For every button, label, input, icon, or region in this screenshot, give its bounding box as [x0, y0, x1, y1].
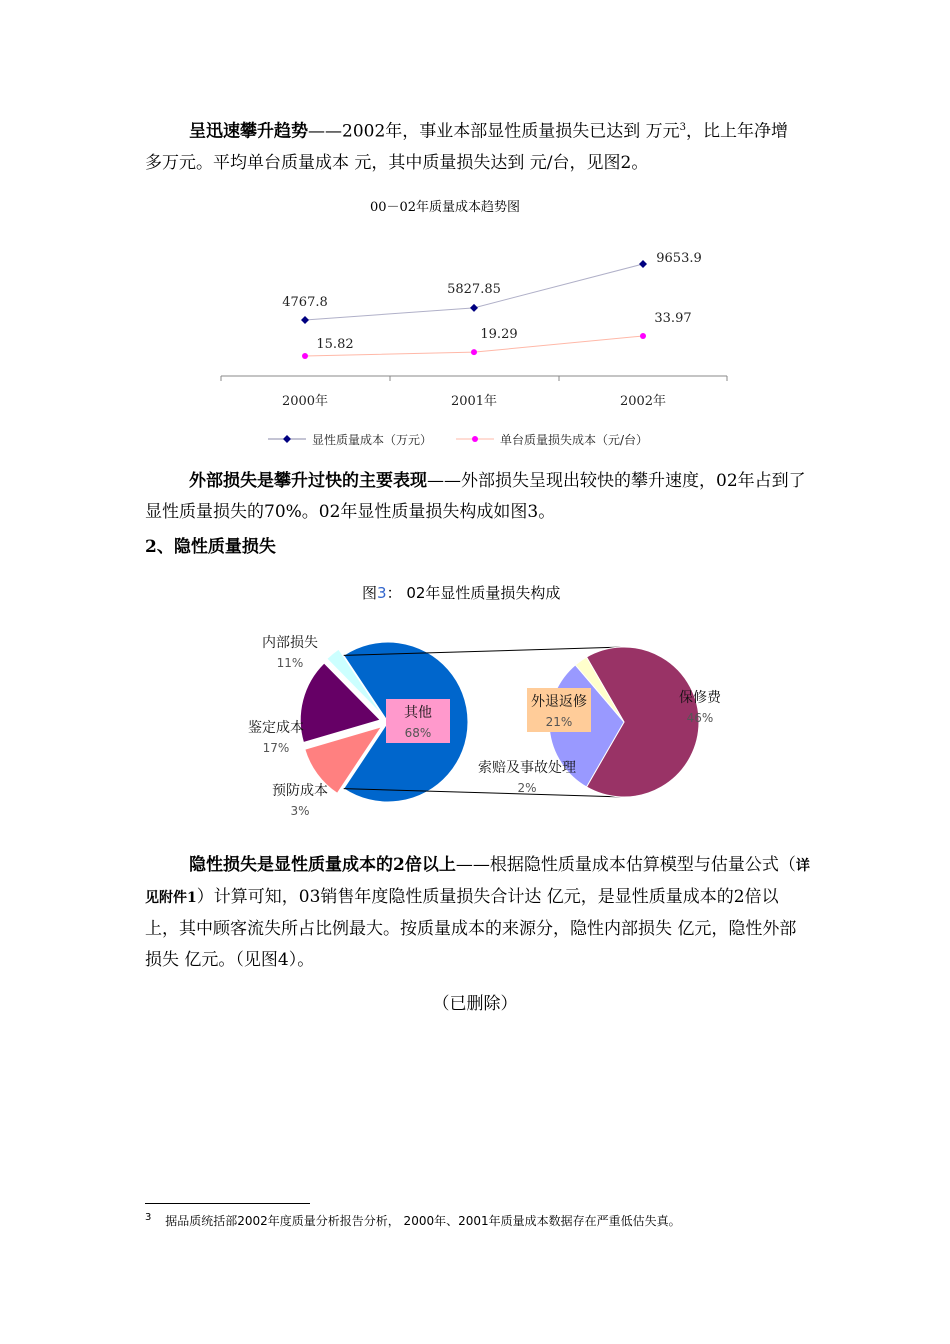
pie-chart	[0, 610, 950, 840]
paragraph-trend-text-b: ，比上年净增 多万元。平均单台质量成本 元，其中质量损失达到 元/台，见图2。	[145, 121, 789, 173]
slice-label: 鉴定成本	[248, 720, 304, 736]
data-label: 5827.85	[447, 281, 501, 297]
x-tick-label: 2002年	[619, 394, 667, 409]
footnote	[145, 1212, 681, 1229]
data-label: 19.29	[480, 327, 518, 343]
slice-value: 21%	[545, 715, 573, 729]
paragraph-external-loss-text: ——外部损失呈现出较快的攀升速度，02年占到了显性质量损失的70%。02年显性质量损失构成如图3。	[145, 471, 806, 522]
slice-label: 内部损失	[262, 635, 318, 651]
paragraph-trend-bold: 呈迅速攀升趋势	[189, 121, 308, 142]
slice-value: 2%	[517, 781, 537, 795]
paragraph-hidden-loss-text-b: ）计算可知，03销售年度隐性质量损失合计达 亿元，是显性质量成本的2倍以上，其中顾客流失所占比例最大。按质量成本的来源分，隐性内部损失 亿元，隐性外部损失 亿元。（见图4）。	[145, 887, 797, 970]
legend-label: 单台质量损失成本（元/台）	[500, 433, 649, 447]
slice-label: 外退返修	[531, 694, 587, 710]
slice-label: 其他	[404, 705, 432, 721]
data-point	[640, 333, 646, 339]
chart3-title-num: 3	[377, 584, 387, 602]
slice-label: 预防成本	[272, 783, 328, 799]
data-point	[302, 353, 308, 359]
chart2-title: 00－02年质量成本趋势图	[369, 200, 521, 215]
data-label: 15.82	[316, 337, 354, 352]
slice-value: 3%	[290, 804, 310, 818]
paragraph-hidden-loss-text-a: ——根据隐性质量成本估算模型与估量公式（	[455, 855, 796, 875]
footnote-text: 据品质统括部2002年度质量分析报告分析， 2000年、2001年质量成本数据存在严重低估失真。	[165, 1214, 681, 1228]
data-label: 9653.9	[656, 251, 702, 266]
legend-label: 显性质量成本（万元）	[312, 433, 433, 447]
paragraph-external-loss	[145, 466, 810, 528]
line-chart	[0, 200, 950, 470]
data-point	[470, 304, 478, 312]
slice-value: 11%	[276, 656, 304, 670]
paragraph-external-loss-bold: 外部损失是攀升过快的主要表现	[189, 471, 427, 491]
slice-value: 17%	[262, 741, 290, 755]
footnote-num: 3	[145, 1212, 152, 1223]
deleted-note: （已删除）	[432, 994, 518, 1014]
data-point	[639, 260, 647, 268]
legend-marker	[283, 435, 291, 443]
paragraph-hidden-loss	[145, 850, 810, 976]
data-label: 4767.8	[282, 295, 328, 310]
x-tick-label: 2000年	[281, 394, 329, 409]
data-point	[301, 316, 309, 324]
x-tick-label: 2001年	[450, 394, 498, 409]
legend-marker	[472, 436, 478, 442]
chart3-title-prefix: 图	[362, 584, 378, 602]
footnote-divider	[145, 1203, 310, 1204]
paragraph-trend	[145, 112, 810, 179]
data-label: 33.97	[654, 311, 692, 326]
chart3-title-rest: ： 02年显性质量损失构成	[386, 584, 561, 602]
paragraph-trend-text-a: ——2002年，事业本部显性质量损失已达到 万元	[308, 121, 680, 142]
slice-value: 68%	[404, 726, 432, 740]
slice-value: 46%	[686, 711, 714, 725]
slice-label: 保修费	[679, 690, 721, 706]
paragraph-hidden-loss-bold2: 详见附件1	[145, 858, 810, 906]
paragraph-hidden-loss-bold: 隐性损失是显性质量成本的2倍以上	[189, 855, 456, 875]
chart3-title	[362, 582, 560, 603]
slice-label: 索赔及事故处理	[478, 760, 576, 776]
data-point	[471, 349, 477, 355]
section-heading: 2、隐性质量损失	[145, 537, 276, 557]
footnote-ref: 3	[679, 122, 687, 133]
